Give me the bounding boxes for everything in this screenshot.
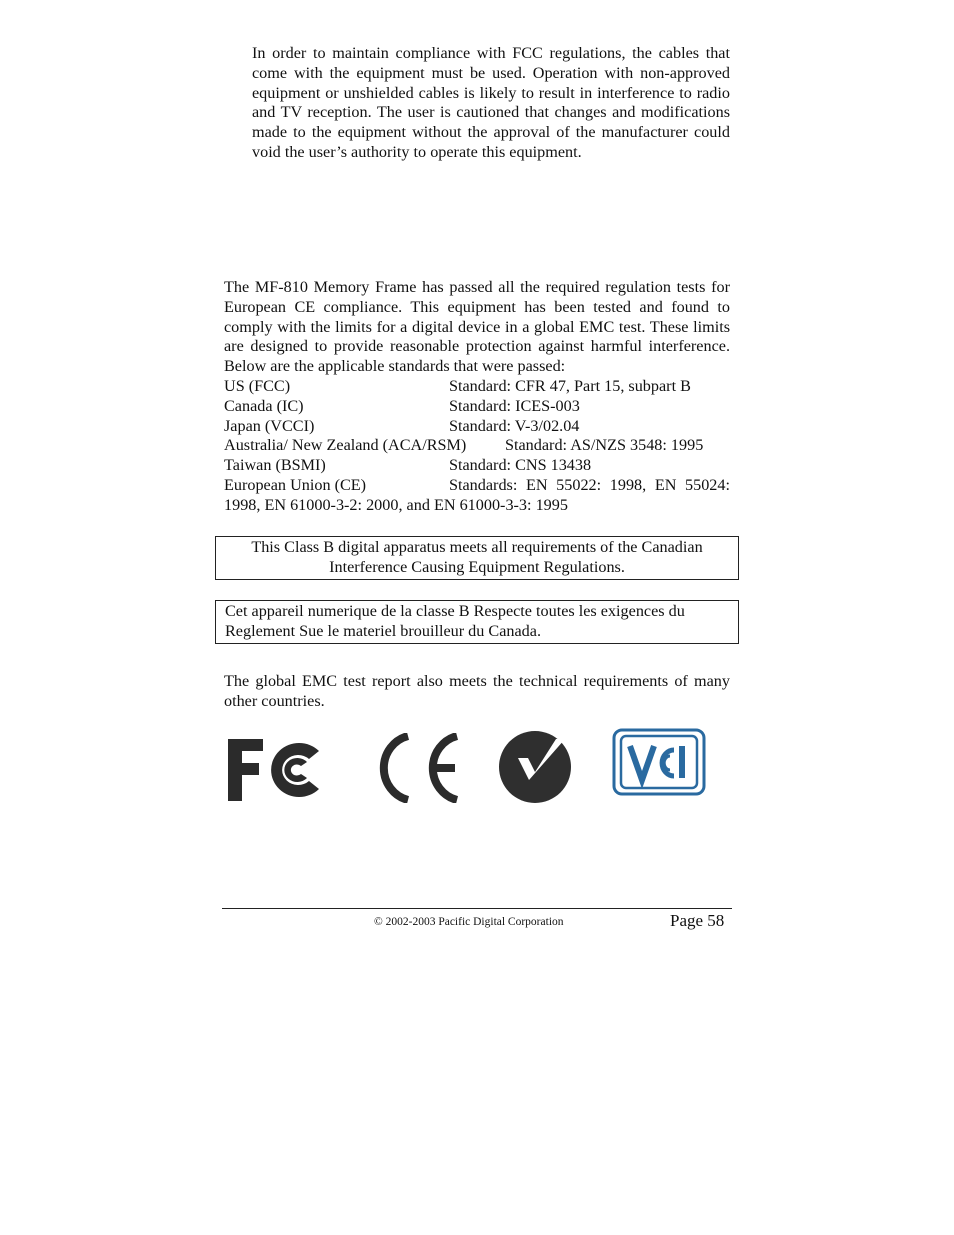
standard-value: Standard: CFR 47, Part 15, subpart B [449, 377, 691, 395]
canada-notice-english-line1: This Class B digital apparatus meets all requirements of the Canadian [251, 538, 703, 556]
standard-country: US (FCC) [224, 377, 291, 395]
footer-copyright: © 2002-2003 Pacific Digital Corporation [374, 916, 564, 928]
standard-value: Standard: V-3/02.04 [449, 416, 580, 435]
c-tick-icon [498, 729, 573, 804]
standard-row [224, 436, 730, 456]
standard-country: Canada (IC) [224, 396, 304, 415]
canada-notice-french-line2: Reglement Sue le materiel brouilleur du Canada. [225, 621, 542, 640]
standard-value: Standards: EN 55022: 1998, EN 55024: [449, 475, 730, 494]
global-emc-paragraph: The global EMC test report also meets the technical requirements of many other countries. [224, 672, 730, 710]
ce-mark-icon [373, 733, 461, 803]
footer-divider [222, 908, 732, 909]
canada-notice-english [215, 536, 739, 580]
standard-row [224, 476, 730, 496]
standard-continuation: 1998, EN 61000-3-2: 2000, and EN 61000-3-3: 1995 [224, 495, 568, 514]
standard-country: Taiwan (BSMI) [224, 456, 326, 475]
canada-notice-english-line2: Interference Causing Equipment Regulations. [329, 557, 625, 576]
standards-list [224, 377, 730, 516]
standard-row [224, 377, 730, 397]
standard-row [224, 417, 730, 437]
page-number: Page 58 [670, 911, 725, 930]
vcci-logo-icon [612, 728, 706, 796]
standard-value: Standard: CNS 13438 [449, 456, 592, 475]
standard-country: Japan (VCCI) [224, 416, 315, 435]
standard-country: European Union (CE) [224, 475, 367, 494]
fcc-logo-icon [227, 737, 321, 803]
standard-value: Standard: AS/NZS 3548: 1995 [505, 436, 704, 455]
standard-value: Standard: ICES-003 [449, 396, 580, 415]
ce-compliance-paragraph: The MF-810 Memory Frame has passed all the required regulation tests for European CE compliance. This equipment has been tested and found to comply with the limits for a digital device in a global EMC test. These limits are designed to provide reasonable protection against harmful interference. Below are the applicable standards that were passed: [224, 278, 730, 376]
standard-row [224, 456, 730, 476]
canada-notice-french-line1: Cet appareil numerique de la classe B Respecte toutes les exigences du [225, 602, 685, 620]
standard-row [224, 397, 730, 417]
standard-country: Australia/ New Zealand (ACA/RSM) [224, 436, 467, 455]
canada-notice-french [215, 600, 739, 644]
fcc-compliance-paragraph: In order to maintain compliance with FCC regulations, the cables that come with the equipment must be used. Operation with non-approved equipment or unshielded cables is likely to result in interference to radio and TV reception. The user is cautioned that changes and modifications made to the equipment without the approval of the manufacturer could void the user’s authority to operate this equipment. [252, 44, 730, 161]
